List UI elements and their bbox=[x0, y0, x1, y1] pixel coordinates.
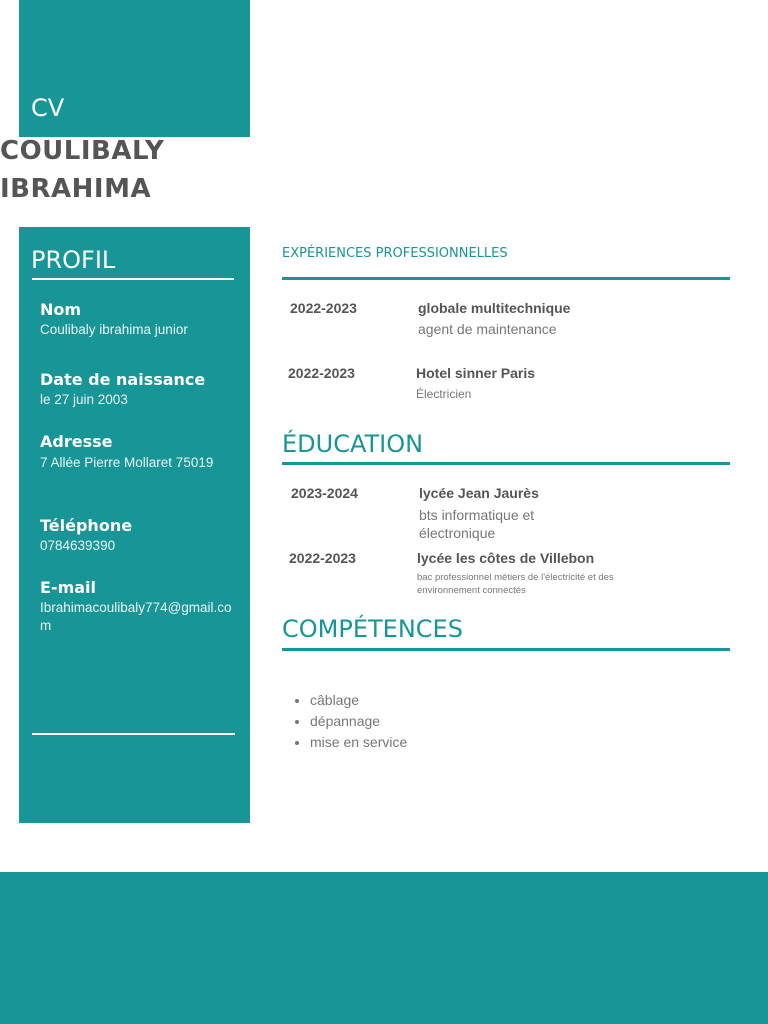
education-degree: bac professionnel métiers de l'électricité et des environnement connectés bbox=[417, 572, 614, 596]
education-years: 2022-2023 bbox=[289, 550, 356, 566]
education-title: ÉDUCATION bbox=[282, 430, 424, 458]
footer-band bbox=[0, 872, 768, 1024]
experience-role: agent de maintenance bbox=[418, 321, 557, 337]
education-degree: bts informatique et électronique bbox=[419, 507, 535, 541]
profile-label-email: E-mail bbox=[40, 578, 97, 597]
profile-label-phone: Téléphone bbox=[40, 516, 133, 535]
profile-value-address: 7 Allée Pierre Mollaret 75019 bbox=[40, 455, 214, 470]
name-last: COULIBALY bbox=[0, 136, 165, 166]
skill-item: • câblage bbox=[310, 690, 407, 711]
profile-label-birthdate: Date de naissance bbox=[40, 370, 206, 389]
name-first: IBRAHIMA bbox=[0, 174, 152, 204]
education-school: lycée les côtes de Villebon bbox=[417, 550, 595, 566]
profile-label-address: Adresse bbox=[40, 432, 113, 451]
skills-title: COMPÉTENCES bbox=[282, 615, 463, 643]
experience-years: 2022-2023 bbox=[288, 365, 355, 381]
experience-title: EXPÉRIENCES PROFESSIONNELLES bbox=[282, 246, 508, 261]
education-school: lycée Jean Jaurès bbox=[419, 485, 539, 501]
skill-item: • mise en service bbox=[310, 732, 407, 753]
experience-employer: Hotel sinner Paris bbox=[416, 365, 536, 381]
cv-label: CV bbox=[31, 94, 65, 122]
experience-divider bbox=[282, 277, 730, 280]
experience-employer: globale multitechnique bbox=[418, 300, 571, 316]
education-divider bbox=[282, 462, 730, 465]
skills-list bbox=[290, 690, 407, 753]
profile-value-birthdate: le 27 juin 2003 bbox=[40, 392, 128, 407]
education-years: 2023-2024 bbox=[291, 485, 358, 501]
experience-role: Électricien bbox=[416, 387, 472, 401]
profile-bottom-divider bbox=[32, 733, 235, 735]
profile-title: PROFIL bbox=[31, 246, 116, 274]
profile-value-name: Coulibaly ibrahima junior bbox=[40, 322, 188, 337]
experience-years: 2022-2023 bbox=[290, 300, 357, 316]
profile-value-phone: 0784639390 bbox=[40, 538, 116, 553]
skills-divider bbox=[282, 648, 730, 651]
profile-label-name: Nom bbox=[40, 300, 82, 319]
profile-divider bbox=[32, 278, 234, 280]
skill-item: • dépannage bbox=[310, 711, 407, 732]
profile-value-email: Ibrahimacoulibaly774@gmail.com bbox=[40, 600, 232, 633]
